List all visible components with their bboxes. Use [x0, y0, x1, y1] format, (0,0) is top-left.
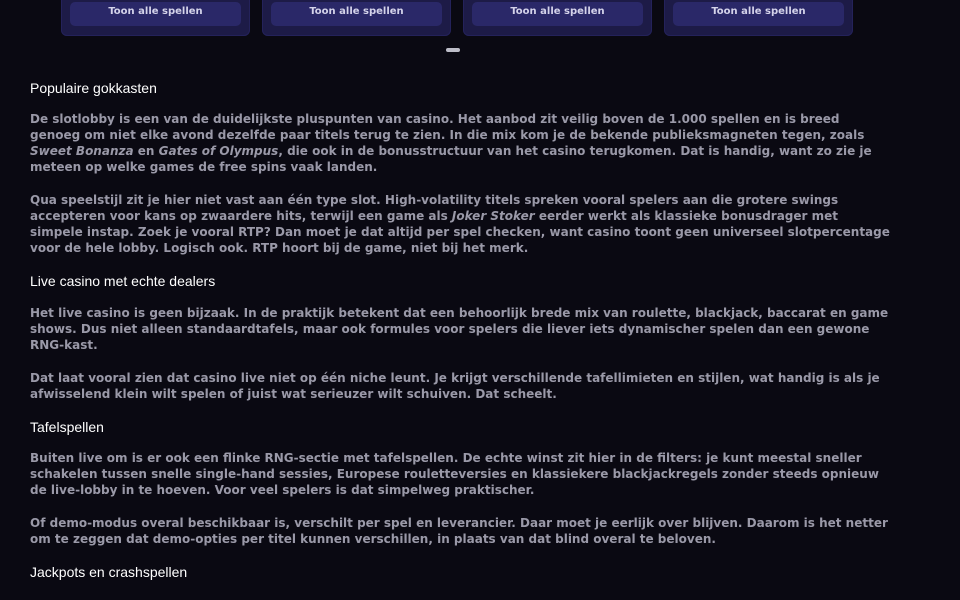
game-title: Gates of Olympus [158, 144, 279, 158]
game-card [61, 0, 250, 36]
paragraph: Dat laat vooral zien dat casino live niet op één niche leunt. Je krijgt verschillende tafellimieten en stijlen, wat handig is als je afwisselend klein wilt spelen of juist wat serieuzer wilt schuiven. Dat scheelt. [30, 371, 880, 401]
show-all-games-button[interactable]: Toon alle spellen [70, 2, 241, 26]
paragraph-text: Qua speelstijl zit je hier niet vast aan één type slot. High-volatility titels spreken vooral spelers aan die grotere swings accepteren voor kans op zwaardere hits, terwijl een game als [30, 193, 839, 223]
show-all-games-button[interactable]: Toon alle spellen [472, 2, 643, 26]
game-carousel [61, 0, 857, 37]
game-card [463, 0, 652, 36]
game-card [262, 0, 451, 36]
show-all-games-button[interactable]: Toon alle spellen [271, 2, 442, 26]
paragraph-text: , die ook in de bonusstructuur van het casino terugkomen. Dat is handig, want zo zie je meteen op welke games de free spins vaak landen. [30, 144, 872, 174]
paragraph-text: eerder werkt als klassieke bonusdrager met simpele instap. Zoek je vooral RTP? Dan moet je dat altijd per spel checken, want casino toont geen universeel slotpercentage voor de hele lobby. Logisch ook. RTP hoort bij de game, niet bij het merk. [30, 209, 890, 255]
paragraph [30, 111, 890, 175]
section-heading-live-casino: Live casino met echte dealers [30, 273, 216, 289]
section-heading-table-games: Tafelspellen [30, 419, 104, 435]
game-card [664, 0, 853, 36]
paragraph: Buiten live om is er ook een flinke RNG-sectie met tafelspellen. De echte winst zit hier in de filters: je kunt meestal sneller schakelen tussen snelle single-hand sessies, Europese rouletteversies en klassiekere blackjackregels zonder steeds opnieuw de live-lobby in te hoeven. Voor veel spelers is dat simpelweg praktischer. [30, 451, 879, 497]
carousel-dot-active[interactable] [446, 48, 460, 52]
carousel-pagination [446, 48, 460, 53]
section-heading-slots: Populaire gokkasten [30, 80, 157, 96]
paragraph: Het live casino is geen bijzaak. In de praktijk betekent dat een behoorlijk brede mix van roulette, blackjack, baccarat en game shows. Dus niet alleen standaardtafels, maar ook formules voor spelers die liever iets dynamischer spelen dan een gewone RNG-kast. [30, 306, 889, 352]
game-title: Sweet Bonanza [30, 144, 134, 158]
show-all-games-button[interactable]: Toon alle spellen [673, 2, 844, 26]
section-heading-jackpots: Jackpots en crashspellen [30, 564, 188, 580]
paragraph-text: en [133, 144, 159, 158]
article-content [30, 78, 890, 582]
paragraph: Of demo-modus overal beschikbaar is, verschilt per spel en leverancier. Daar moet je eerlijk over blijven. Daarom is het netter om te zeggen dat demo-opties per titel kunnen verschillen, in plaats van dat blind overal te beloven. [30, 516, 888, 546]
game-title: Joker Stoker [451, 209, 535, 223]
paragraph-text: De slotlobby is een van de duidelijkste pluspunten van casino. Het aanbod zit veilig boven de 1.000 spellen en is breed genoeg om niet elke avond dezelfde paar titels terug te zien. In die mix kom je de bekende publieksmagneten tegen, zoals [30, 112, 865, 142]
paragraph [30, 192, 890, 256]
